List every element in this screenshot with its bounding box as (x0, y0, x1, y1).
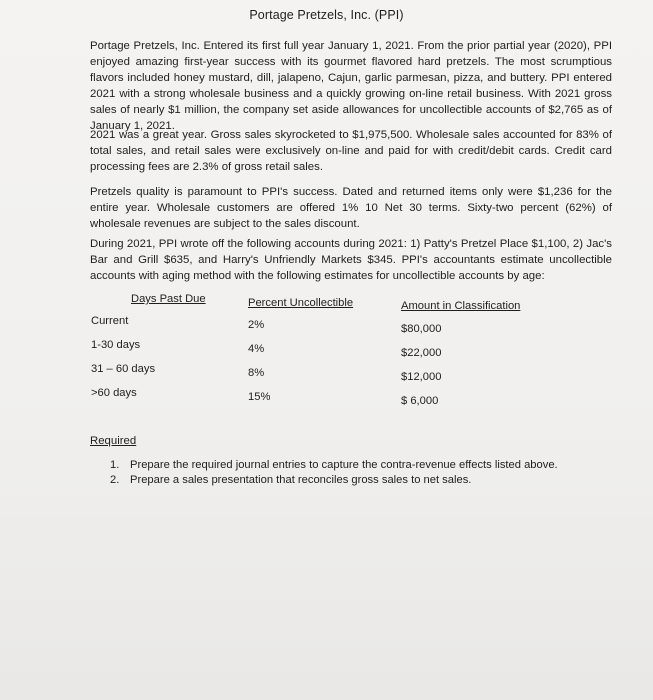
table-cell-percent: 4% (248, 343, 265, 355)
column-header-percent: Percent Uncollectible (248, 297, 354, 309)
list-item-text: Prepare a sales presentation that reconciles gross sales to net sales. (130, 474, 472, 486)
list-item-number: 2. (110, 474, 120, 486)
table-cell-percent: 2% (248, 319, 265, 331)
table-cell-amount: $12,000 (401, 371, 442, 383)
table-cell-amount: $ 6,000 (401, 395, 439, 407)
list-item (110, 473, 558, 488)
paragraph-write-offs: During 2021, PPI wrote off the following accounts during 2021: 1) Patty's Pretzel Place $1,100, 2) Jac's Bar and Grill $635, and Harry's Unfriendly Markets $345. PPI's accountants estimate uncollectible accounts with aging method with the following estimates for uncollectible accounts by age: (90, 238, 612, 282)
paragraph-2021-sales: 2021 was a great year. Gross sales skyrocketed to $1,975,500. Wholesale sales accounted for 83% of total sales, and retail sales were exclusively on-line and paid for with credit/debit cards. Credit card processing fees are 2.3% of gross retail sales. (90, 129, 612, 173)
required-list (110, 458, 558, 488)
table-cell-days: 31 – 60 days (91, 363, 156, 375)
list-item-text: Prepare the required journal entries to capture the contra-revenue effects listed above. (130, 459, 558, 471)
paragraph-quality-returns: Pretzels quality is paramount to PPI's success. Dated and returned items only were $1,236 for the entire year. Wholesale customers are offered 1% 10 Net 30 terms. Sixty-two percent (62%) of wholesale revenues are subject to the sales discount. (90, 186, 612, 230)
table-cell-amount: $22,000 (401, 347, 442, 359)
column-header-amount: Amount in Classification (401, 300, 521, 312)
required-heading: Required (90, 435, 137, 447)
table-cell-days: Current (91, 315, 129, 327)
list-item (110, 458, 558, 473)
table-cell-percent: 15% (248, 391, 271, 403)
list-item-number: 1. (110, 459, 120, 471)
table-cell-amount: $80,000 (401, 323, 442, 335)
column-header-days: Days Past Due (131, 293, 206, 305)
table-cell-days: 1-30 days (91, 339, 141, 351)
table-cell-percent: 8% (248, 367, 265, 379)
document-title: Portage Pretzels, Inc. (PPI) (249, 8, 404, 22)
table-cell-days: >60 days (91, 387, 137, 399)
paragraph-company-background: Portage Pretzels, Inc. Entered its first full year January 1, 2021. From the prior partial year (2020), PPI enjoyed amazing first-year success with its gourmet flavored hard pretzels. The most scrumptious flavors included honey mustard, dill, jalapeno, Cajun, garlic parmesan, pizza, and buttery. PPI entered 2021 with a strong wholesale business and a quickly growing on-line retail business. With 2021 gross sales of nearly $1 million, the company set aside allowances for uncollectible accounts of $2,765 as of January 1, 2021. (90, 40, 612, 132)
